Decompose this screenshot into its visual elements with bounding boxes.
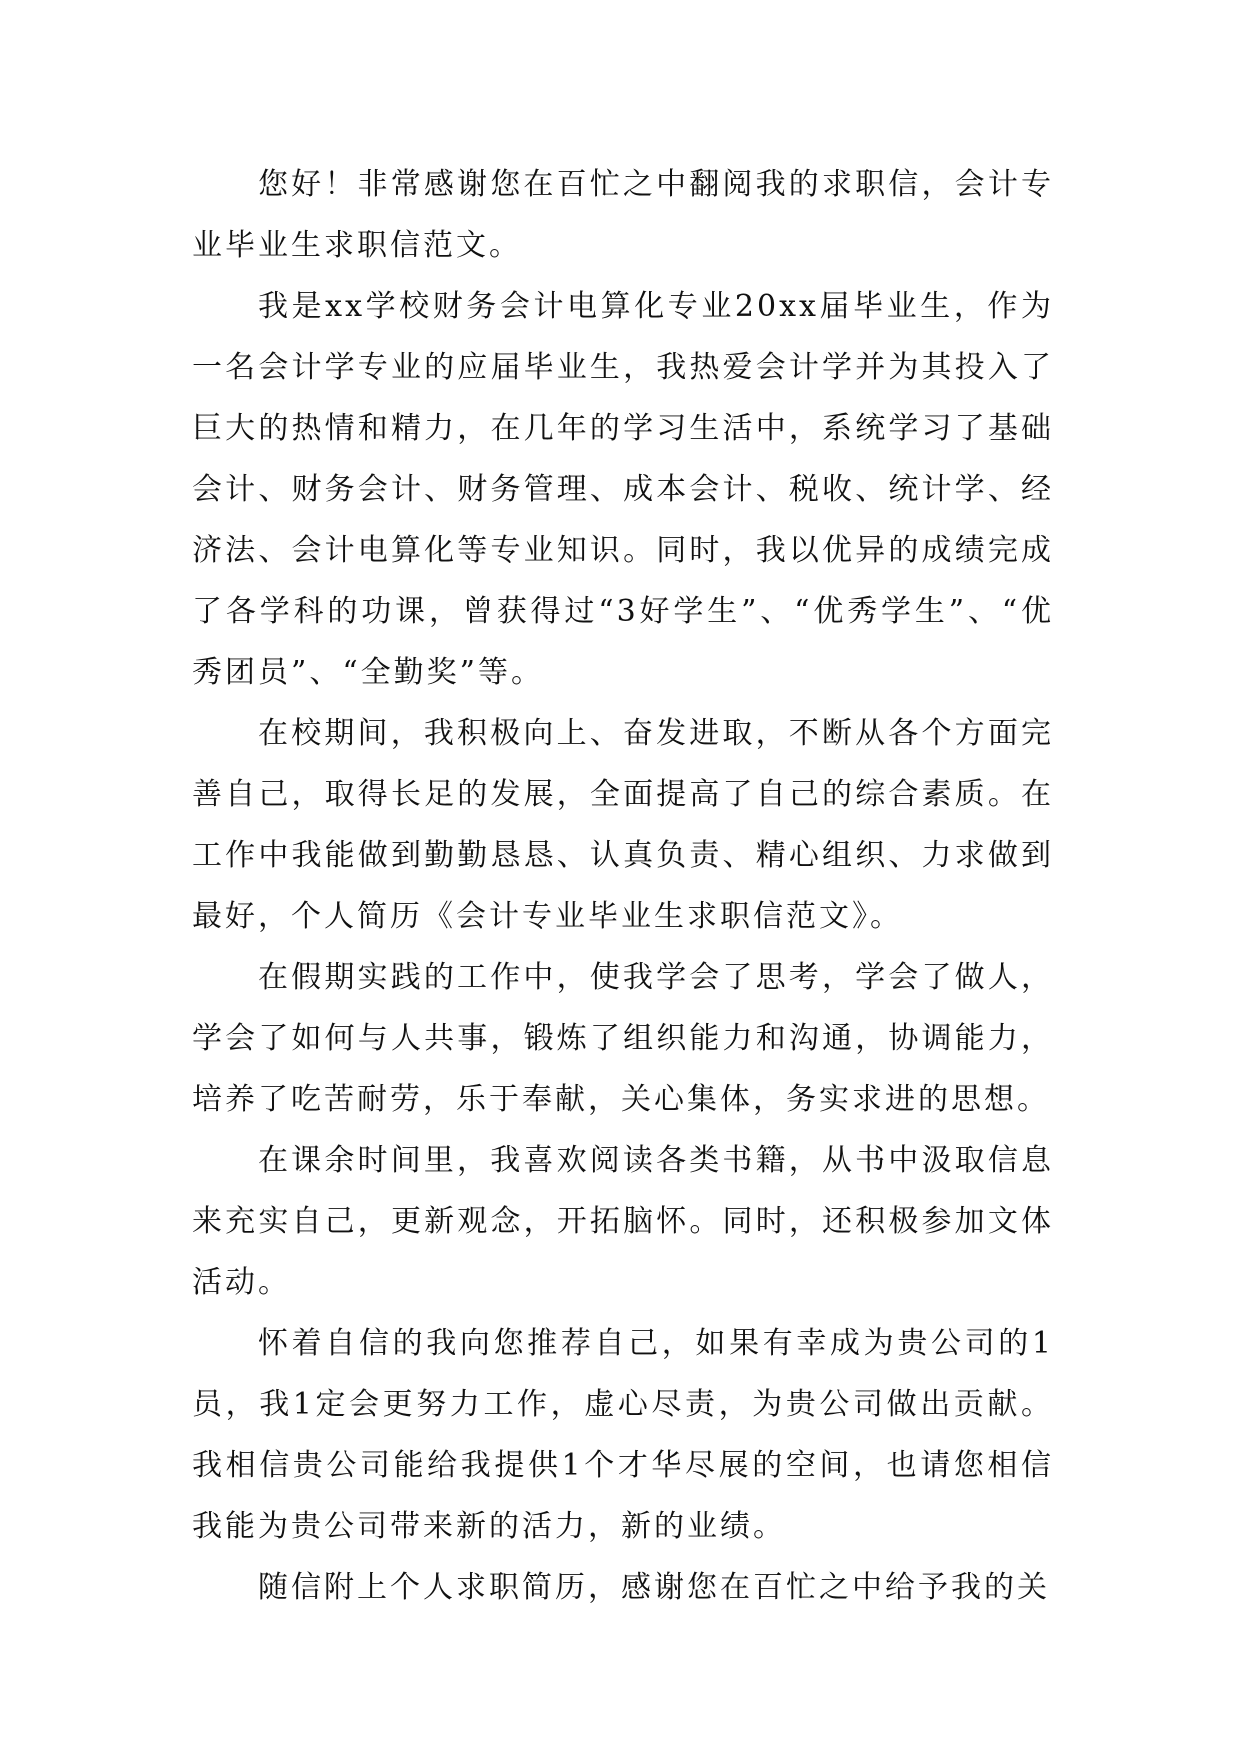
paragraph-practice: 在假期实践的工作中，使我学会了思考，学会了做人，学会了如何与人共事，锻炼了组织能力和沟通，协调能力，培养了吃苦耐劳，乐于奉献，关心集体，务实求进的思想。: [192, 960, 1054, 1117]
paragraph-spare-time: 在课余时间里，我喜欢阅读各类书籍，从书中汲取信息来充实自己，更新观念，开拓脑怀。同时，还积极参加文体活动。: [192, 1143, 1054, 1300]
paragraph-closing: 随信附上个人求职简历，感谢您在百忙之中给予我的关: [258, 1570, 1050, 1605]
paragraph-school-period: 在校期间，我积极向上、奋发进取，不断从各个方面完善自己，取得长足的发展，全面提高了自己的综合素质。在工作中我能做到勤勤恳恳、认真负责、精心组织、力求做到最好，个人简历《会计专业毕业生求职信范文》。: [192, 716, 1054, 934]
paragraph-greeting: 您好！非常感谢您在百忙之中翻阅我的求职信，会计专业毕业生求职信范文。: [192, 167, 1054, 263]
paragraph-education: 我是xx学校财务会计电算化专业20xx届毕业生，作为一名会计学专业的应届毕业生，我热爱会计学并为其投入了巨大的热情和精力，在几年的学习生活中，系统学习了基础会计、财务会计、财务管理、成本会计、税收、统计学、经济法、会计电算化等专业知识。同时，我以优异的成绩完成了各学科的功课，曾获得过“3好学生”、“优秀学生”、“优秀团员”、“全勤奖”等。: [192, 289, 1054, 690]
letter-body: [192, 154, 1054, 1618]
paragraph-recommendation: 怀着自信的我向您推荐自己，如果有幸成为贵公司的1员，我1定会更努力工作，虚心尽责，为贵公司做出贡献。我相信贵公司能给我提供1个才华尽展的空间，也请您相信我能为贵公司带来新的活力，新的业绩。: [192, 1326, 1054, 1544]
